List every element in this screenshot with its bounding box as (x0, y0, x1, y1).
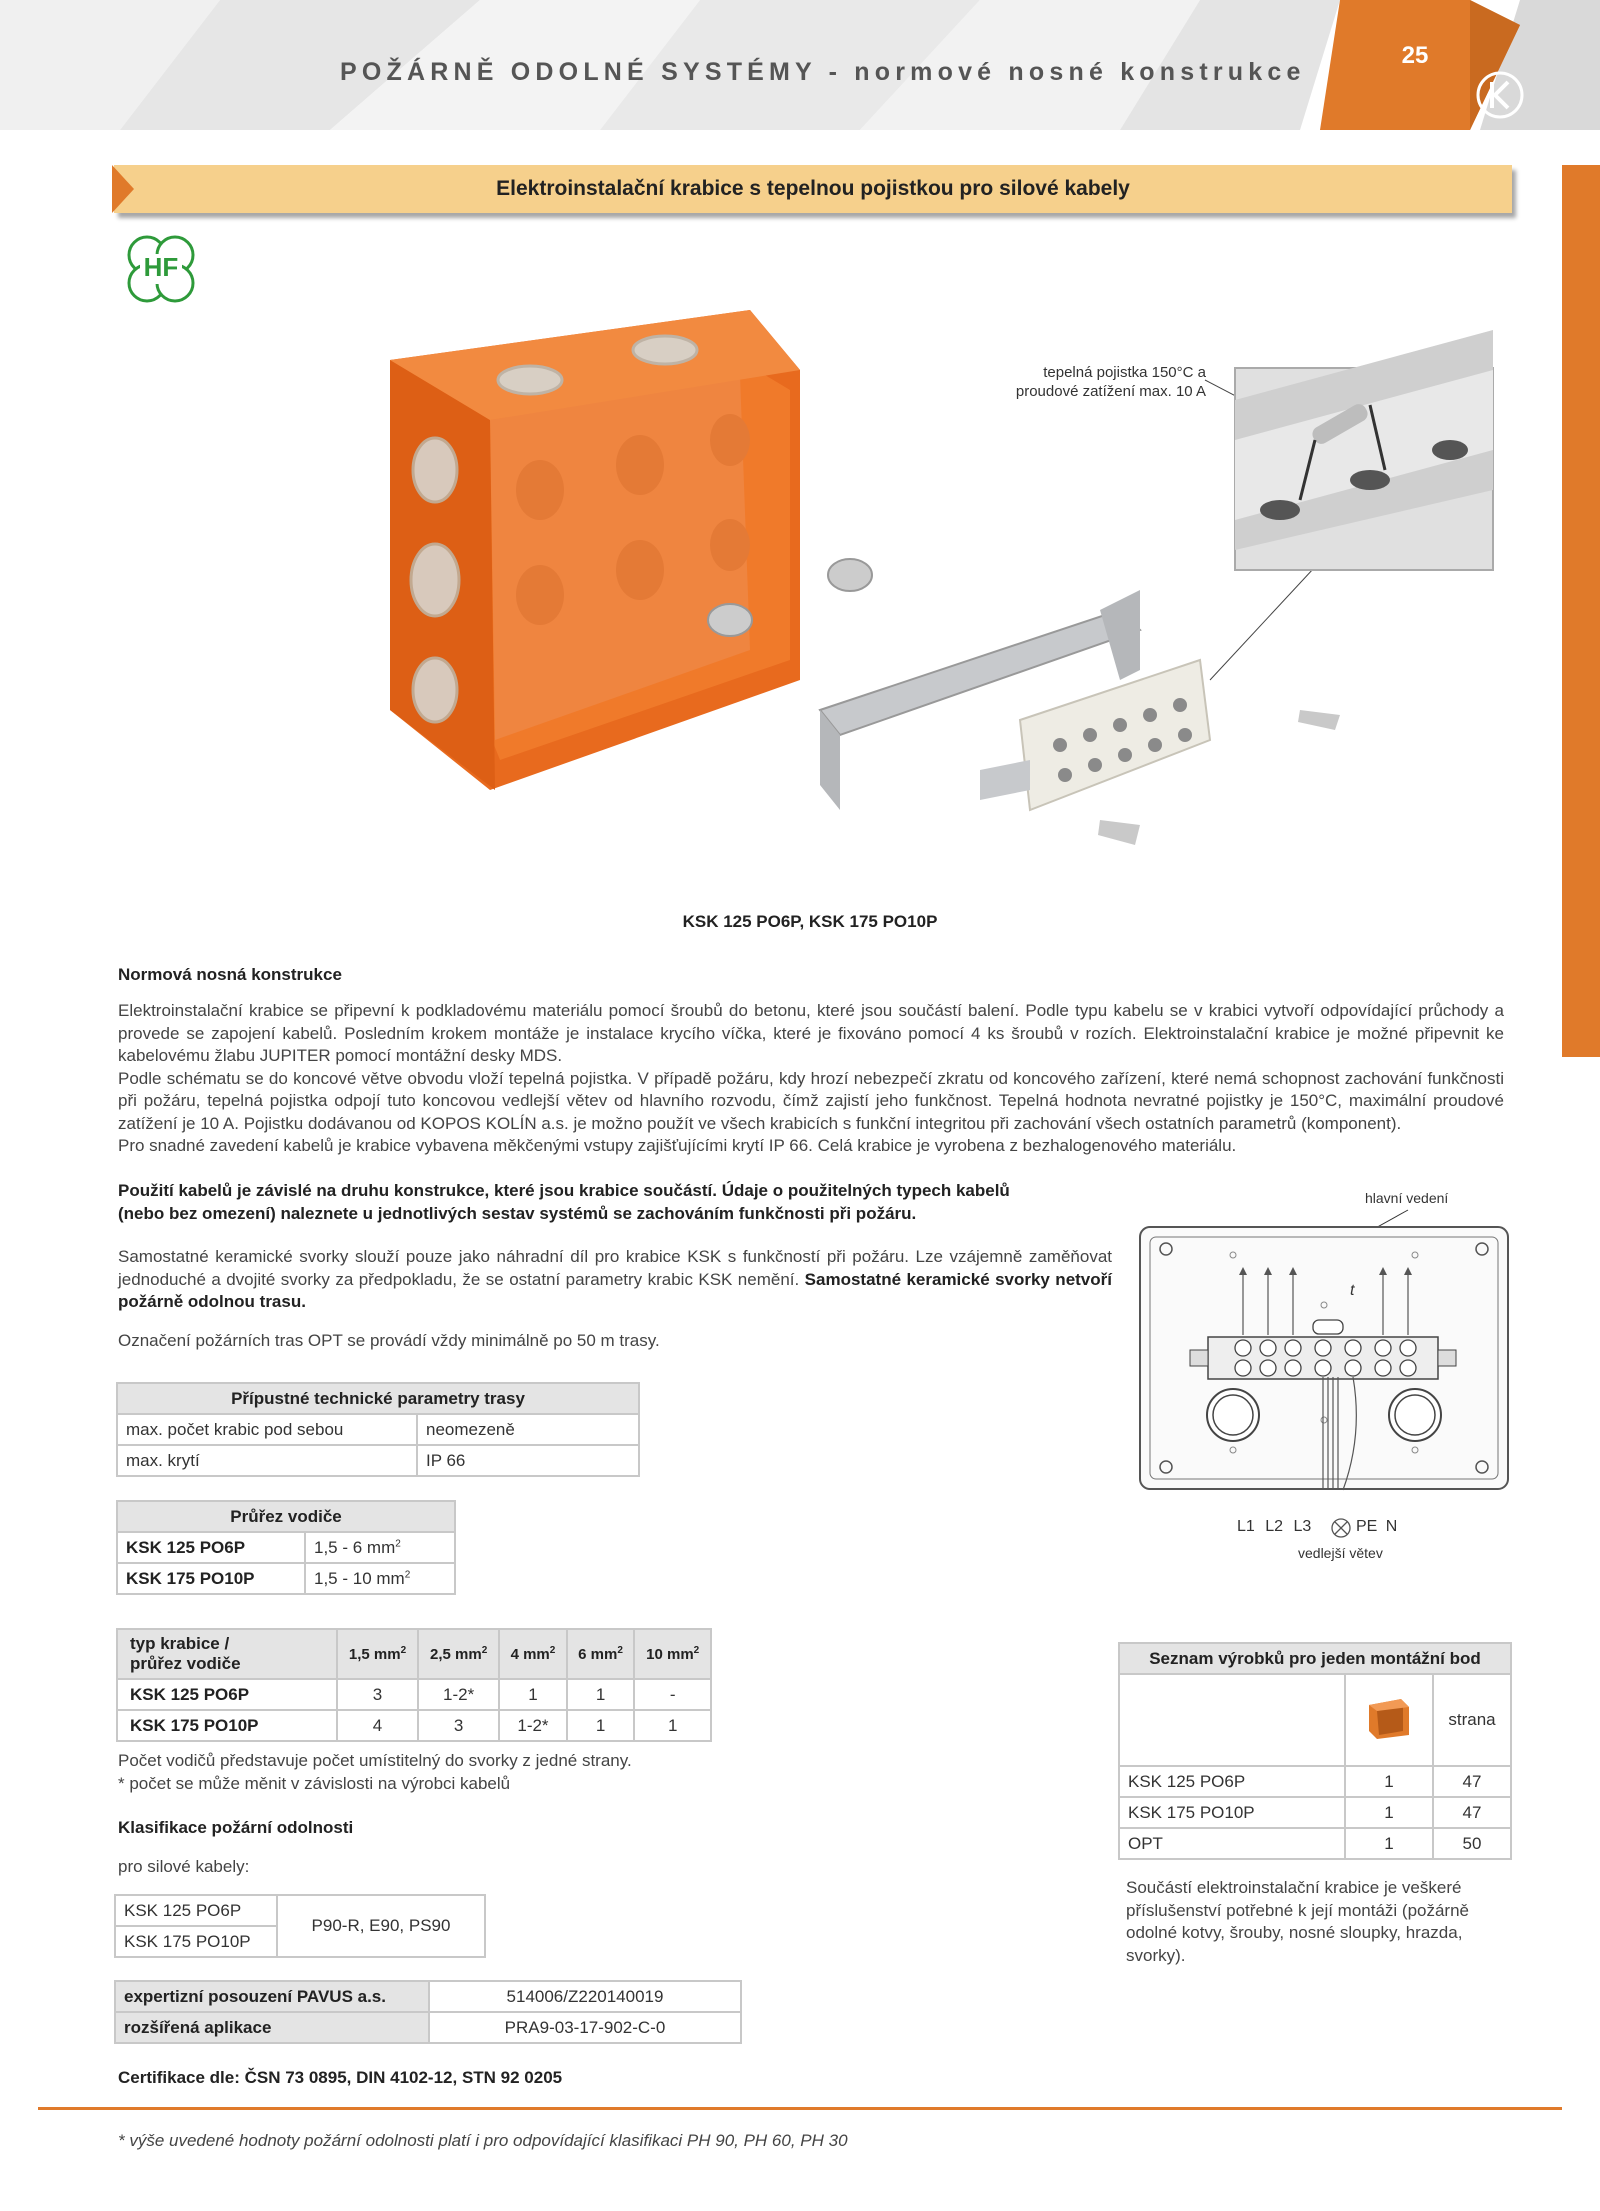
table-row: KSK 125 PO6P 3 1-2* 1 1 - (117, 1679, 711, 1710)
conductor-value: 1,5 - 6 $mm^2$ (305, 1532, 455, 1563)
products-table (1118, 1642, 1512, 1860)
diagram-label-branch: vedlejší větev (1298, 1545, 1383, 1561)
counts-col-header: 1,5 $mm^2$ (337, 1629, 418, 1679)
page-number: 25 (1401, 42, 1429, 69)
lamp-symbol-icon (1330, 1517, 1352, 1539)
params-table-title: Přípustné technické parametry trasy (117, 1383, 639, 1414)
counts-col-header: 2,5 $mm^2$ (418, 1629, 499, 1679)
conductor-key: KSK 175 PO10P (117, 1563, 305, 1594)
table-row: OPT 1 50 (1119, 1828, 1511, 1859)
wiring-diagram (1138, 1205, 1518, 1495)
counts-col-header: 4 $mm^2$ (499, 1629, 567, 1679)
params-table (116, 1382, 640, 1477)
classification-value: P90-R, E90, PS90 (277, 1895, 485, 1957)
params-key: max. krytí (117, 1445, 417, 1476)
table-row: rozšířená aplikace PRA9-03-17-902-C-0 (115, 2012, 741, 2043)
counts-table (116, 1628, 712, 1742)
normova-p5-normal: Samostatné keramické svorky slouží pouze jako náhradní díl pro krabice KSK s funkčností při požáru. Lze vzájemně zaměňovat jednoduché a dvojité svorky za předpokladu, že se ostatní parametry krabic KSK nemění. (118, 1247, 1112, 1289)
products-col-page: strana (1433, 1674, 1511, 1766)
header-title: POŽÁRNĚ ODOLNÉ SYSTÉMY - normové nosné konstrukce (340, 58, 1306, 86)
counts-col-header: 6 $mm^2$ (567, 1629, 635, 1679)
conductor-table-title: Průřez vodiče (117, 1501, 455, 1532)
conductor-value: 1,5 - 10 $mm^2$ (305, 1563, 455, 1594)
table-row: KSK 125 PO6P 1 47 (1119, 1766, 1511, 1797)
normova-p4-line2: (nebo bez omezení) naleznete u jednotlivých sestav systémů se zachováním funkčnosti při požáru. (118, 1203, 917, 1223)
hf-badge (120, 228, 202, 310)
table-row: KSK 175 PO10P (115, 1926, 485, 1957)
params-key: max. počet krabic pod sebou (117, 1414, 417, 1445)
conductor-key: KSK 125 PO6P (117, 1532, 305, 1563)
box-thumbnail-icon (1365, 1695, 1413, 1741)
diagram-label-l1: L1 (1237, 1518, 1255, 1535)
classification-heading: Klasifikace požární odolnosti (118, 1818, 354, 1837)
counts-notes (118, 1750, 632, 1795)
table-row: KSK 175 PO10P 1 47 (1119, 1797, 1511, 1828)
certification: Certifikace dle: ČSN 73 0895, DIN 4102-12, STN 92 0205 (118, 2068, 563, 2087)
normova-p3: Pro snadné zavedení kabelů je krabice vybavena měkčenými vstupy zajišťujícími krytí IP 66. Celá krabice je vyrobena z bezhalogenového materiálu. (118, 1136, 1237, 1155)
fuse-callout-line2: proudové zatížení max. 10 A (1015, 383, 1206, 400)
products-note: Součástí elektroinstalační krabice je veškeré příslušenství potřebné k její montáži (požárně odolné kotvy, šrouby, nosné sloupky, hrazda, svorky). (1126, 1878, 1470, 1965)
kopos-logo-icon (1475, 70, 1525, 120)
diagram-label-n: N (1385, 1518, 1398, 1535)
params-value: neomezeně (417, 1414, 639, 1445)
normova-body (118, 1000, 1504, 1158)
params-value: IP 66 (417, 1445, 639, 1476)
products-table-title: Seznam výrobků pro jeden montážní bod (1119, 1643, 1511, 1674)
normova-p5-bold: Samostatné keramické svorky netvoří požárně odolnou trasu. (118, 1269, 1112, 1311)
diagram-label-l2: L2 (1265, 1518, 1284, 1535)
classification-table (114, 1894, 486, 1958)
table-row (117, 1563, 455, 1594)
normova-heading: Normová nosná konstrukce (118, 965, 342, 984)
diagram-label-pe: PE (1356, 1518, 1378, 1535)
product-thumbnail (1345, 1674, 1433, 1766)
counts-note1: Počet vodičů představuje počet umístitelný do svorky z jedné strany. (118, 1751, 632, 1770)
normova-p5 (118, 1246, 1112, 1314)
side-accent-bar (1562, 165, 1600, 1057)
section-title: Elektroinstalační krabice s tepelnou pojistkou pro silové kabely (496, 177, 1130, 200)
counts-header-type: typ krabice / průřez vodiče (117, 1629, 337, 1679)
table-row (117, 1445, 639, 1476)
table-row (117, 1414, 639, 1445)
conductor-table (116, 1500, 456, 1595)
product-caption: KSK 125 PO6P, KSK 175 PO10P (682, 912, 938, 931)
normova-p2: Podle schématu se do koncové větve obvodu vloží tepelná pojistka. V případě požáru, kdy hrozí nebezpečí zkratu od koncového zařízení, které nemá schopnost zachování funkčnosti při požáru, tepelná pojistka odpojí tuto koncovou vedlejší větev od hlavního rozvodu, čímž zajistí jeho funkčnost. Tepelná hodnota nevratné pojistky je 150°C, maximální proudové zatížení je 10 A. Pojistku dodávanou od KOPOS KOLÍN a.s. je možno použít ve všech krabicích s funkční integritou při zachování všech ostatních parametrů (komponent). (118, 1068, 1504, 1133)
footer-divider (38, 2107, 1562, 2110)
diagram-label-l3: L3 (1293, 1518, 1312, 1535)
normova-p6: Označení požárních tras OPT se provádí vždy minimálně po 50 m trasy. (118, 1331, 660, 1350)
diagram-label-main: hlavní vedení (1365, 1190, 1449, 1206)
hf-badge-label: HF (143, 252, 179, 282)
counts-col-header: 10 $mm^2$ (634, 1629, 711, 1679)
normova-p1: Elektroinstalační krabice se připevní k podkladovému materiálu pomocí šroubů do betonu, které jsou součástí balení. Podle typu kabelu se v krabici vytvoří odpovídající průchody a provede se zapojení kabelů. Posledním krokem montáže je instalace krycího víčka, které je fixováno pomocí 4 ks šroubů v rozích. Elektroinstalační krabice je možné připevnit ke kabelovému žlabu JUPITER pomocí montážní desky MDS. (118, 1001, 1504, 1065)
table-row (117, 1532, 455, 1563)
product-illustration (380, 290, 1500, 890)
normova-p4 (118, 1180, 1118, 1225)
table-row: KSK 125 PO6P P90-R, E90, PS90 (115, 1895, 485, 1926)
diagram-pe-n (1356, 1518, 1397, 1536)
expert-table (114, 1980, 742, 2044)
normova-p4-line1: Použití kabelů je závislé na druhu konstrukce, které jsou krabice součástí. Údaje o použitelných typech kabelů (118, 1181, 1010, 1200)
fuse-callout-line1: tepelná pojistka 150°C a (1043, 364, 1206, 381)
footnote: * výše uvedené hodnoty požární odolnosti platí i pro odpovídající klasifikaci PH 90, PH 60, PH 30 (118, 2131, 848, 2150)
counts-note2: * počet se může měnit v závislosti na výrobci kabelů (118, 1773, 511, 1793)
table-row: KSK 175 PO10P 4 3 1-2* 1 1 (117, 1710, 711, 1741)
fuse-callout (966, 363, 1206, 401)
diagram-phase-labels (1237, 1518, 1311, 1536)
diagram-label-t: t (1350, 1282, 1355, 1299)
classification-sub: pro silové kabely: (118, 1857, 250, 1876)
table-row: expertizní posouzení PAVUS a.s. 514006/Z220140019 (115, 1981, 741, 2012)
